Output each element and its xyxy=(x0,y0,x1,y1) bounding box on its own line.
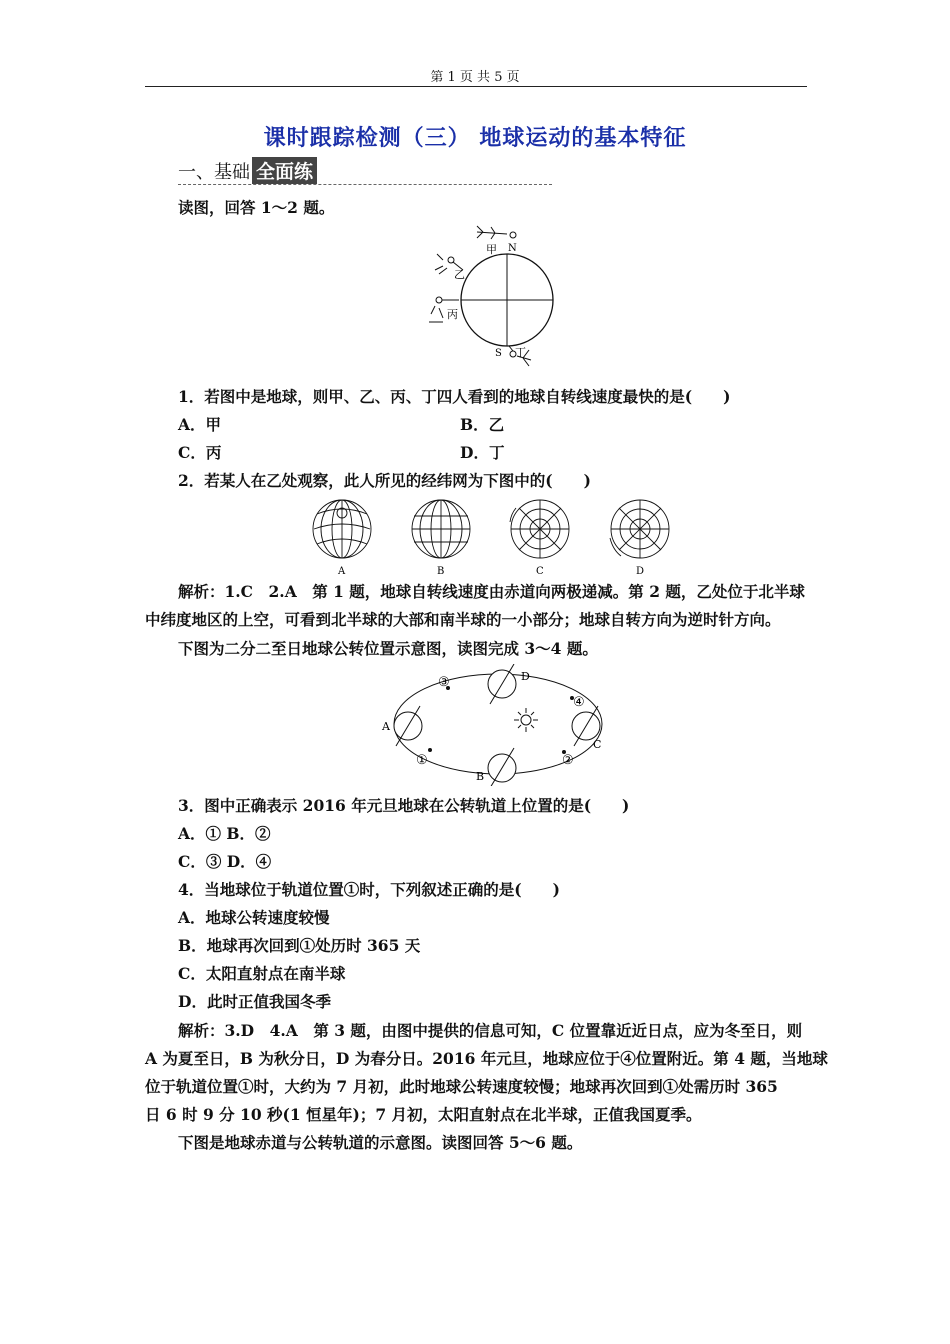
page-title: 课时跟踪检测（三） 地球运动的基本特征 xyxy=(263,125,687,151)
answer-2-line-3: 位于轨道位置①时，大约为 7 月初，此时地球公转速度较慢；地球再次回到①处需历时 365 xyxy=(145,1077,778,1096)
observer-jia-icon xyxy=(477,226,516,239)
section-heading xyxy=(178,157,317,184)
q1-option-d: D．丁 xyxy=(460,443,505,462)
section-prefix: 一、基础 xyxy=(178,162,250,183)
label-yi: 乙 xyxy=(454,268,465,281)
graticule-label-b: B xyxy=(437,566,445,577)
orbit-label-4: ④ xyxy=(573,695,585,710)
label-jia: 甲 xyxy=(486,243,497,256)
orbit-label-1: ① xyxy=(416,753,428,768)
orbit-label-b: B xyxy=(476,770,485,783)
intro-q5-6: 下图是地球赤道与公转轨道的示意图。读图回答 5～6 题。 xyxy=(178,1133,583,1152)
label-n: N xyxy=(508,243,517,254)
orbit-label-c: C xyxy=(593,738,602,751)
q4-option-b: B．地球再次回到①处历时 365 天 xyxy=(178,936,421,955)
answer-1-line-2: 中纬度地区的上空，可看到北半球的大部和南半球的一小部分；地球自转方向为逆时针方向。 xyxy=(145,610,781,629)
orbit-label-d: D xyxy=(521,670,530,683)
q1-option-b: B．乙 xyxy=(460,415,505,434)
figure-orbit xyxy=(378,664,618,786)
answer-2-line-2: A 为夏至日，B 为秋分日，D 为春分日。2016 年元旦，地球应位于④位置附近。第 4 题，当地球 xyxy=(145,1049,828,1068)
page-info: 第 1 页 共 5 页 xyxy=(430,70,520,85)
q1-option-a: A．甲 xyxy=(178,415,222,434)
q3-options-row-1: A．① B．② xyxy=(178,824,271,843)
graticule-label-c: C xyxy=(536,566,544,577)
answer-2-line-1: 解析：3.D 4.A 第 3 题，由图中提供的信息可知，C 位置靠近近日点，应为冬至日，则 xyxy=(178,1021,803,1040)
q1-option-c: C．丙 xyxy=(178,443,222,462)
q4-option-a: A．地球公转速度较慢 xyxy=(178,908,330,927)
graticule-label-a: A xyxy=(338,566,346,577)
q3-stem: 3．图中正确表示 2016 年元旦地球在公转轨道上位置的是( ) xyxy=(178,796,630,815)
q4-option-d: D．此时正值我国冬季 xyxy=(178,992,331,1011)
intro-q3-4: 下图为二分二至日地球公转位置示意图，读图完成 3～4 题。 xyxy=(178,639,598,658)
q2-stem: 2．若某人在乙处观察，此人所见的经纬网为下图中的( ) xyxy=(178,471,591,490)
answer-2-line-4: 日 6 时 9 分 10 秒(1 恒星年)；7 月初，太阳直射点在北半球，正值我国夏季。 xyxy=(145,1105,702,1124)
intro-q1-2: 读图，回答 1～2 题。 xyxy=(178,198,335,217)
label-s: S xyxy=(495,348,502,359)
section-highlight: 全面练 xyxy=(252,157,317,184)
figure-graticules xyxy=(305,494,685,578)
section-divider xyxy=(178,184,552,185)
orbit-label-a: A xyxy=(382,720,390,733)
figure-earth-observers xyxy=(425,218,565,378)
graticule-label-d: D xyxy=(636,566,645,577)
graticule-b xyxy=(412,500,470,558)
sun-icon xyxy=(514,708,538,732)
q4-stem: 4．当地球位于轨道位置①时，下列叙述正确的是( ) xyxy=(178,880,560,899)
answer-1-line-1: 解析：1.C 2.A 第 1 题，地球自转线速度由赤道向两极递减。第 2 题，乙处位于北半球 xyxy=(178,582,805,601)
label-bing: 丙 xyxy=(447,308,458,321)
orbit-label-3: ③ xyxy=(438,675,450,690)
label-ding: 丁 xyxy=(515,346,526,359)
graticule-a xyxy=(313,500,371,558)
q3-options-row-2: C．③ D．④ xyxy=(178,852,272,871)
graticule-d xyxy=(610,500,669,558)
q4-option-c: C．太阳直射点在南半球 xyxy=(178,964,346,983)
header-rule xyxy=(145,86,807,87)
orbit-label-2: ② xyxy=(562,753,574,768)
q1-stem: 1．若图中是地球，则甲、乙、丙、丁四人看到的地球自转线速度最快的是( ) xyxy=(178,387,731,406)
graticule-c xyxy=(510,500,569,558)
